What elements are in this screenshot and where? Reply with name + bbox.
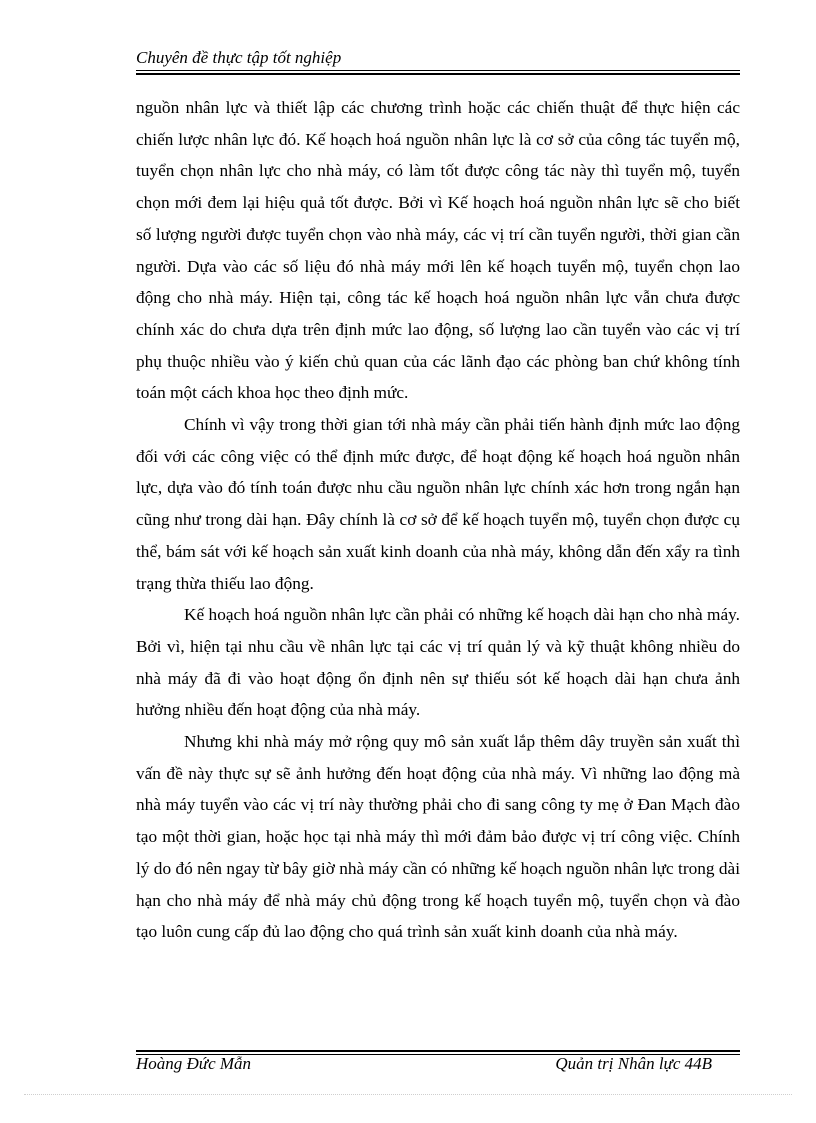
header-rule-top xyxy=(136,70,740,71)
body-text xyxy=(136,92,740,948)
paragraph-2: Chính vì vậy trong thời gian tới nhà máy cần phải tiến hành định mức lao động đối với các công việc có thể định mức được, để hoạt động kế hoạch hoá nguồn nhân lực, dựa vào đó tính toán được nhu cầu nguồn nhân lực chính xác hơn trong ngắn hạn cũng như trong dài hạn. Đây chính là cơ sở để kế hoạch tuyển mộ, tuyển chọn được cụ thể, bám sát với kế hoạch sản xuất kinh doanh của nhà máy, không dẫn đến xẩy ra tình trạng thừa thiếu lao động. xyxy=(136,415,740,593)
header-rule-bottom xyxy=(136,73,740,75)
paragraph-1: nguồn nhân lực và thiết lập các chương trình hoặc các chiến thuật để thực hiện các chiến lược nhân lực đó. Kế hoạch hoá nguồn nhân lực là cơ sở của công tác tuyển mộ, tuyển chọn nhân lực cho nhà máy, có làm tốt được công tác này thì tuyển mộ, tuyển chọn mới đem lại hiệu quả tốt được. Bởi vì Kế hoạch hoá nguồn nhân lực sẽ cho biết số lượng người được tuyển chọn vào nhà máy, các vị trí cần tuyển người, thời gian cần người. Dựa vào các số liệu đó nhà máy mới lên kế hoạch tuyển mộ, tuyển chọn lao động cho nhà máy. Hiện tại, công tác kế hoạch hoá nguồn nhân lực vẫn chưa được chính xác do chưa dựa trên định mức lao động, số lượng lao cần tuyển vào các vị trí phụ thuộc nhiều vào ý kiến chủ quan của các lãnh đạo các phòng ban chứ không tính toán một cách khoa học theo định mức. xyxy=(136,98,740,403)
paragraph-4: Nhưng khi nhà máy mở rộng quy mô sản xuất lắp thêm dây truyền sản xuất thì vấn đề này thực sự sẽ ảnh hưởng đến hoạt động của nhà máy. Vì những lao động mà nhà máy tuyển vào các vị trí này thường phải cho đi sang công ty mẹ ở Đan Mạch đào tạo một thời gian, hoặc học tại nhà máy thì mới đảm bảo được vị trí công việc. Chính lý do đó nên ngay từ bây giờ nhà máy cần có những kế hoạch nguồn nhân lực trong dài hạn cho nhà máy để nhà máy chủ động trong kế hoạch tuyển mộ, tuyển chọn và đào tạo luôn cung cấp đủ lao động cho quá trình sản xuất kinh doanh của nhà máy. xyxy=(136,732,740,942)
page-edge-divider xyxy=(24,1094,792,1095)
footer-rule-top xyxy=(136,1050,740,1052)
footer-author: Hoàng Đức Mẫn xyxy=(136,1054,252,1073)
paragraph-3: Kế hoạch hoá nguồn nhân lực cần phải có những kế hoạch dài hạn cho nhà máy. Bởi vì, hiện tại nhu cầu về nhân lực tại các vị trí quản lý và kỹ thuật không nhiều do nhà máy đã đi vào hoạt động ổn định nên sự thiếu sót kế hoạch dài hạn chưa ảnh hưởng nhiều đến hoạt động của nhà máy. xyxy=(136,605,740,720)
header-title: Chuyên đề thực tập tốt nghiệp xyxy=(136,48,342,67)
footer-class: Quản trị Nhân lực 44B xyxy=(555,1054,712,1073)
